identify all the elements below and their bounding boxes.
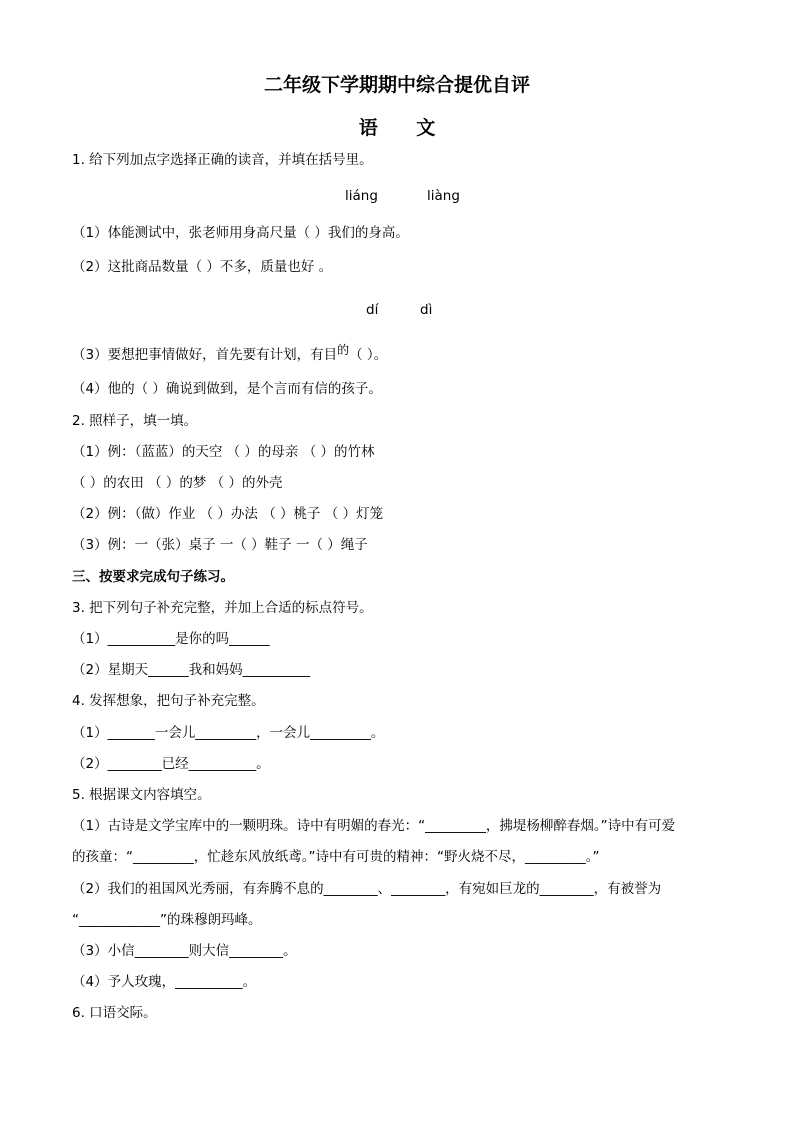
q1-dotted-char: 的	[337, 343, 350, 357]
pinyin-liang2: liáng	[345, 188, 378, 204]
q3-sentence-2: （2）星期天______我和妈妈__________	[72, 662, 311, 678]
q5-sentence-2b: “____________”的珠穆朗玛峰。	[72, 912, 262, 928]
q3-stem: 3. 把下列句子补充完整，并加上合适的标点符号。	[72, 600, 373, 616]
q2-row-2: （ ）的农田 （ ）的梦 （ ）的外壳	[72, 475, 283, 491]
q3-sentence-1: （1）__________是你的吗______	[72, 631, 270, 647]
q5-stem: 5. 根据课文内容填空。	[72, 787, 211, 803]
q5-sentence-1a: （1）古诗是文学宝库中的一颗明珠。诗中有明媚的春光：“_________，拂堤杨柳醉春烟。”诗中有可爱	[72, 818, 676, 834]
q2-row-3: （2）例：（做）作业 （ ）办法 （ ）桃子 （ ）灯笼	[72, 506, 384, 522]
q1-sentence-3-text: （3）要想把事情做好，首先要有计划，有目	[72, 347, 338, 363]
q5-sentence-1b: 的孩童：“_________，忙趁东风放纸鸢。”诗中有可贵的精神：“野火烧不尽，_________。”	[72, 849, 600, 865]
q1-sentence-1: （1）体能测试中，张老师用身高尺量（ ）我们的身高。	[72, 225, 409, 241]
pinyin-liang4: liàng	[427, 188, 460, 204]
q1-sentence-4: （4）他的（ ）确说到做到，是个言而有信的孩子。	[72, 381, 382, 397]
q1-sentence-3-blank: （ ）。	[349, 347, 388, 363]
q1-stem: 1. 给下列加点字选择正确的读音，并填在括号里。	[72, 152, 373, 168]
q4-stem: 4. 发挥想象，把句子补充完整。	[72, 693, 265, 709]
q2-row-1: （1）例：（蓝蓝）的天空 （ ）的母亲 （ ）的竹林	[72, 444, 375, 460]
q4-sentence-1: （1）_______一会儿_________，一会儿_________。	[72, 725, 385, 741]
pinyin-di4: dì	[420, 302, 433, 318]
q2-row-4: （3）例：一（张）桌子 一（ ）鞋子 一（ ）绳子	[72, 537, 368, 553]
q1-sentence-2: （2）这批商品数量（ ）不多，质量也好 。	[72, 259, 333, 275]
q5-sentence-2a: （2）我们的祖国风光秀丽，有奔腾不息的________、________，有宛如巨龙的________，有被誉为	[72, 881, 662, 897]
q2-stem: 2. 照样子，填一填。	[72, 413, 198, 429]
q5-sentence-3: （3）小信________则大信________。	[72, 943, 297, 959]
q5-sentence-4: （4）予人玫瑰，__________。	[72, 974, 257, 990]
page-title: 二年级下学期期中综合提优自评	[263, 74, 530, 96]
q6-stem: 6. 口语交际。	[72, 1005, 157, 1021]
pinyin-di2: dí	[366, 302, 379, 318]
q1-sentence-3	[72, 343, 388, 364]
section-3-heading: 三、按要求完成句子练习。	[72, 569, 234, 585]
q4-sentence-2: （2）________已经__________。	[72, 756, 270, 772]
subject-title: 语 文	[358, 117, 452, 139]
